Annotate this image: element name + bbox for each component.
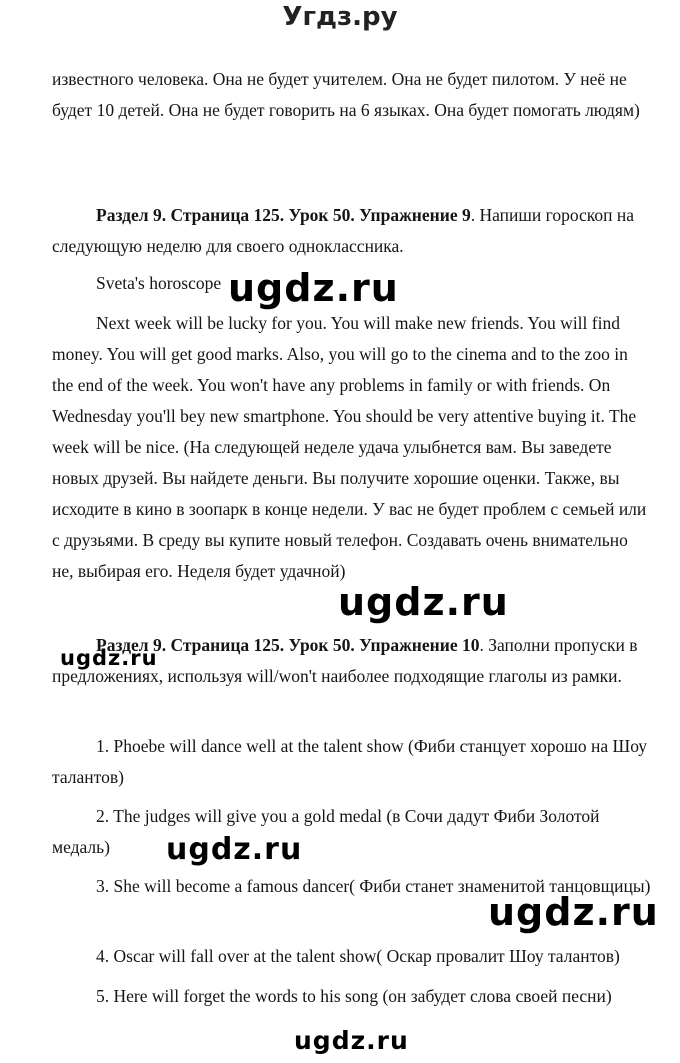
- exercise-9-heading: Раздел 9. Страница 125. Урок 50. Упражнение 9: [96, 205, 471, 225]
- watermark: ugdz.ru: [338, 580, 509, 624]
- list-item: 1. Phoebe will dance well at the talent show (Фиби станцует хорошо на Шоу талантов): [52, 736, 648, 787]
- watermark: ugdz.ru: [166, 832, 303, 867]
- watermark: ugdz.ru: [60, 646, 158, 670]
- list-item: 4. Oscar will fall over at the talent show( Оскар провалит Шоу талантов): [96, 946, 620, 966]
- horoscope-title: Sveta's horoscope: [96, 273, 222, 293]
- continued-paragraph: известного человека. Она не будет учителем. Она не будет пилотом. У неё не будет 10 детей. Она не будет говорить на 6 языках. Она будет помогать людям): [52, 69, 640, 120]
- watermark: ugdz.ru: [488, 890, 659, 934]
- site-title: Угдз.ру: [282, 2, 398, 32]
- horoscope-text: Next week will be lucky for you. You will make new friends. You will find money. You will get good marks. Also, you will go to the cinema and to the zoo in the end of the week. You won't have any problems in family or with friends. On Wednesday you'll bey new smartphone. You should be very attentive buying it. The week will be nice. (На следующей неделе удача улыбнется вам. Вы заведете новых друзей. Вы найдете деньги. Вы получите хорошие оценки. Также, вы исходите в кино в зоопарк в конце недели. У вас не будет проблем с семьей или с друзьями. В среду вы купите новый телефон. Создавать очень внимательно не, выбирая его. Неделя будет удачной): [52, 313, 647, 581]
- exercise-10-heading: Раздел 9. Страница 125. Урок 50. Упражнение 10: [96, 635, 480, 655]
- list-item: 5. Here will forget the words to his song (он забудет слова своей песни): [96, 986, 612, 1006]
- list-item: 2. The judges will give you a gold medal (в Сочи дадут Фиби Золотой медаль): [52, 806, 600, 857]
- exercise-9-instruction: . Напиши гороскоп на следующую неделю для своего одноклассника.: [52, 205, 635, 256]
- watermark: ugdz.ru: [228, 266, 399, 310]
- exercise-10-instruction: . Заполни пропуски в предложениях, используя will/won't наиболее подходящие глаголы из рамки.: [52, 635, 638, 686]
- footer-watermark: ugdz.ru: [294, 1026, 409, 1055]
- list-item: 3. She will become a famous dancer( Фиби станет знаменитой танцовщицы): [96, 876, 651, 896]
- exercise-9-paragraph: [52, 200, 652, 262]
